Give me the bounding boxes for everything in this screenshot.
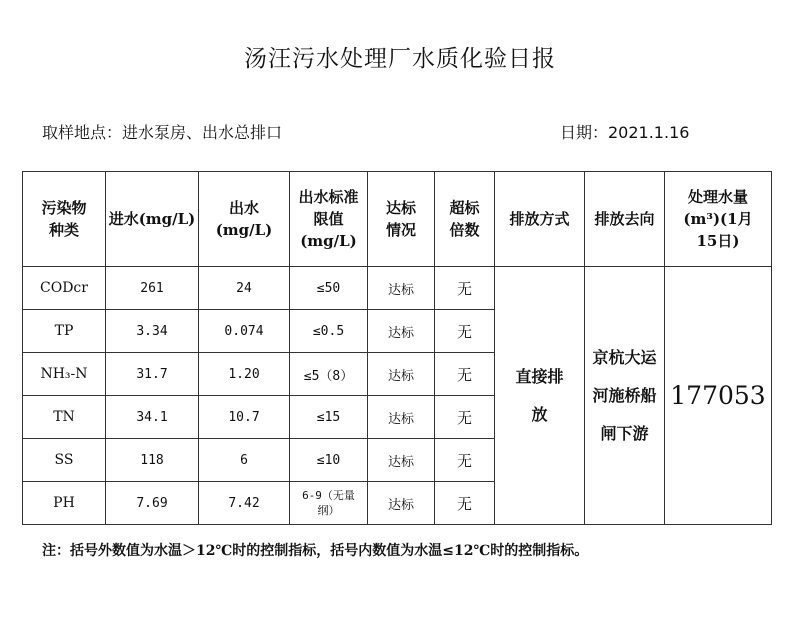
- table-row: [23, 267, 772, 310]
- row-limit: ≤0.5: [290, 310, 368, 353]
- row-inflow: 31.7: [106, 353, 199, 396]
- row-outflow: 1.20: [199, 353, 290, 396]
- header-limit: 出水标准限值(mg/L): [290, 172, 368, 267]
- row-outflow: 24: [199, 267, 290, 310]
- header-status: 达标情况: [368, 172, 435, 267]
- row-name: SS: [23, 439, 106, 482]
- row-exceed: 无: [435, 310, 495, 353]
- row-outflow: 0.074: [199, 310, 290, 353]
- row-exceed: 无: [435, 353, 495, 396]
- row-name: CODcr: [23, 267, 106, 310]
- row-inflow: 7.69: [106, 482, 199, 525]
- report-title: 汤汪污水处理厂水质化验日报: [244, 46, 556, 72]
- row-status: 达标: [368, 439, 435, 482]
- row-status: 达标: [368, 310, 435, 353]
- row-limit: ≤5（8）: [290, 353, 368, 396]
- discharge-method: 直接排放: [495, 267, 585, 525]
- row-inflow: 3.34: [106, 310, 199, 353]
- report-date: 日期：2021.1.16: [560, 123, 690, 142]
- row-inflow: 118: [106, 439, 199, 482]
- sampling-location: 取样地点：进水泵房、出水总排口: [42, 123, 283, 142]
- header-volume: 处理水量(m³)(1月15日): [665, 172, 772, 267]
- row-outflow: 10.7: [199, 396, 290, 439]
- header-pollutant: 污染物种类: [23, 172, 106, 267]
- water-quality-table: [22, 171, 772, 525]
- row-limit: ≤15: [290, 396, 368, 439]
- header-exceed: 超标倍数: [435, 172, 495, 267]
- header-outflow: 出水(mg/L): [199, 172, 290, 267]
- row-limit: 6-9（无量纲）: [290, 482, 368, 525]
- row-exceed: 无: [435, 439, 495, 482]
- row-name: PH: [23, 482, 106, 525]
- row-status: 达标: [368, 267, 435, 310]
- row-outflow: 7.42: [199, 482, 290, 525]
- row-inflow: 261: [106, 267, 199, 310]
- row-exceed: 无: [435, 482, 495, 525]
- row-name: NH₃-N: [23, 353, 106, 396]
- row-status: 达标: [368, 396, 435, 439]
- row-outflow: 6: [199, 439, 290, 482]
- row-exceed: 无: [435, 267, 495, 310]
- row-exceed: 无: [435, 396, 495, 439]
- header-inflow: 进水(mg/L): [106, 172, 199, 267]
- row-name: TP: [23, 310, 106, 353]
- table-header-row: [23, 172, 772, 267]
- treated-volume: 177053: [665, 267, 772, 525]
- row-status: 达标: [368, 353, 435, 396]
- footnote: 注：括号外数值为水温＞12℃时的控制指标，括号内数值为水温≤12℃时的控制指标。: [42, 543, 589, 559]
- discharge-destination: 京杭大运河施桥船闸下游: [585, 267, 665, 525]
- header-method: 排放方式: [495, 172, 585, 267]
- header-destination: 排放去向: [585, 172, 665, 267]
- row-limit: ≤50: [290, 267, 368, 310]
- row-name: TN: [23, 396, 106, 439]
- row-inflow: 34.1: [106, 396, 199, 439]
- row-status: 达标: [368, 482, 435, 525]
- row-limit: ≤10: [290, 439, 368, 482]
